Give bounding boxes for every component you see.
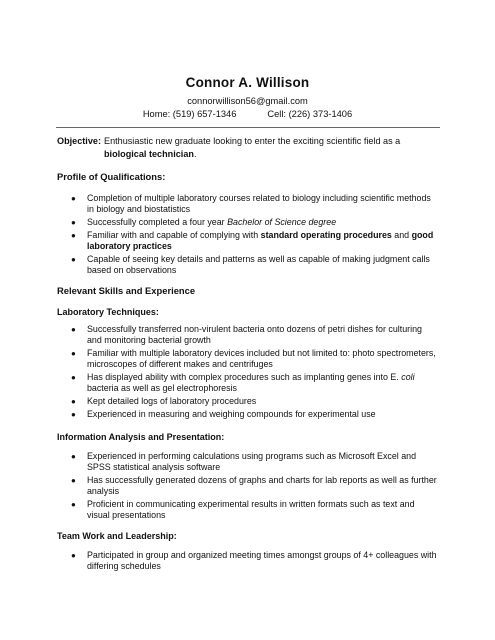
list-item: ● Completion of multiple laboratory courses related to biology including scientific methods in biology and biostatistics [71,193,431,215]
cell-phone: Cell: (226) 373-1406 [267,109,353,119]
list-item: ● Experienced in measuring and weighing compounds for experimental use [71,408,376,419]
objective-text-start: Enthusiastic new graduate looking to enter the exciting scientific field as a [104,136,401,146]
bullet-icon: ● [71,325,76,334]
bullet-icon: ● [71,476,76,485]
home-phone: Home: (519) 657-1346 [142,109,237,119]
info-analysis-heading: Information Analysis and Presentation: [57,432,225,442]
team-leadership-heading: Team Work and Leadership: [57,531,177,541]
list-item: ● Participated in group and organized meeting times amongst groups of 4+ colleagues with differing schedules [71,550,437,572]
header-divider [56,127,440,128]
lab-techniques-heading: Laboratory Techniques: [57,307,159,317]
bullet-icon: ● [71,349,76,358]
list-item: ● Experienced in performing calculations using programs such as Microsoft Excel and SPSS statistical analysis software [71,451,417,473]
bullet-icon: ● [71,194,76,203]
list-item: ● Familiar with and capable of complying with standard operating procedures and good laboratory practices [71,229,434,251]
bullet-icon: ● [71,373,76,382]
list-item: ● Has displayed ability with complex procedures such as implanting genes into E. coli bacteria as well as gel electrophoresis [71,372,415,394]
bullet-icon: ● [71,409,76,419]
phone-numbers [0,109,495,119]
skills-heading: Relevant Skills and Experience [57,285,196,296]
bullet-icon: ● [71,500,76,509]
list-item: ● Kept detailed logs of laboratory procedures [71,396,257,406]
team-leadership-list [57,550,437,574]
profile-heading: Profile of Qualifications: [57,171,166,182]
list-item: ● Familiar with multiple laboratory devices included but not limited to: photo spectrometers, microscopes of different makes and centrifuges [71,348,436,370]
list-item: ● Successfully completed a four year Bachelor of Science degree [71,217,337,227]
bullet-icon: ● [71,230,76,240]
info-analysis-list [57,451,437,523]
list-item: ● Has successfully generated dozens of graphs and charts for lab reports as well as further analysis [71,475,437,497]
degree-name: Bachelor of Science degree [227,217,337,227]
bullet-icon: ● [71,218,76,227]
objective-label: Objective: [57,136,101,146]
bullet-icon: ● [71,254,76,264]
list-item: ● Capable of seeing key details and patterns as well as capable of making judgment calls based on observations [71,253,430,275]
bullet-icon: ● [71,397,76,406]
list-item: ● Proficient in communicating experimental results in written formats such as text and visual presentations [71,499,415,521]
email-address: connorwillison56@gmail.com [187,96,308,106]
profile-list [57,193,437,278]
objective-text-end: . [193,149,197,159]
bullet-icon: ● [71,452,76,461]
objective-text [104,135,445,161]
bullet-icon: ● [71,551,76,560]
candidate-name: Connor A. Willison [185,75,310,90]
lab-techniques-list [57,324,437,421]
objective-target-role: biological technician [104,149,194,159]
list-item: ● Successfully transferred non-virulent bacteria onto dozens of petri dishes for culturing and monitoring bacterial growth [71,324,422,346]
